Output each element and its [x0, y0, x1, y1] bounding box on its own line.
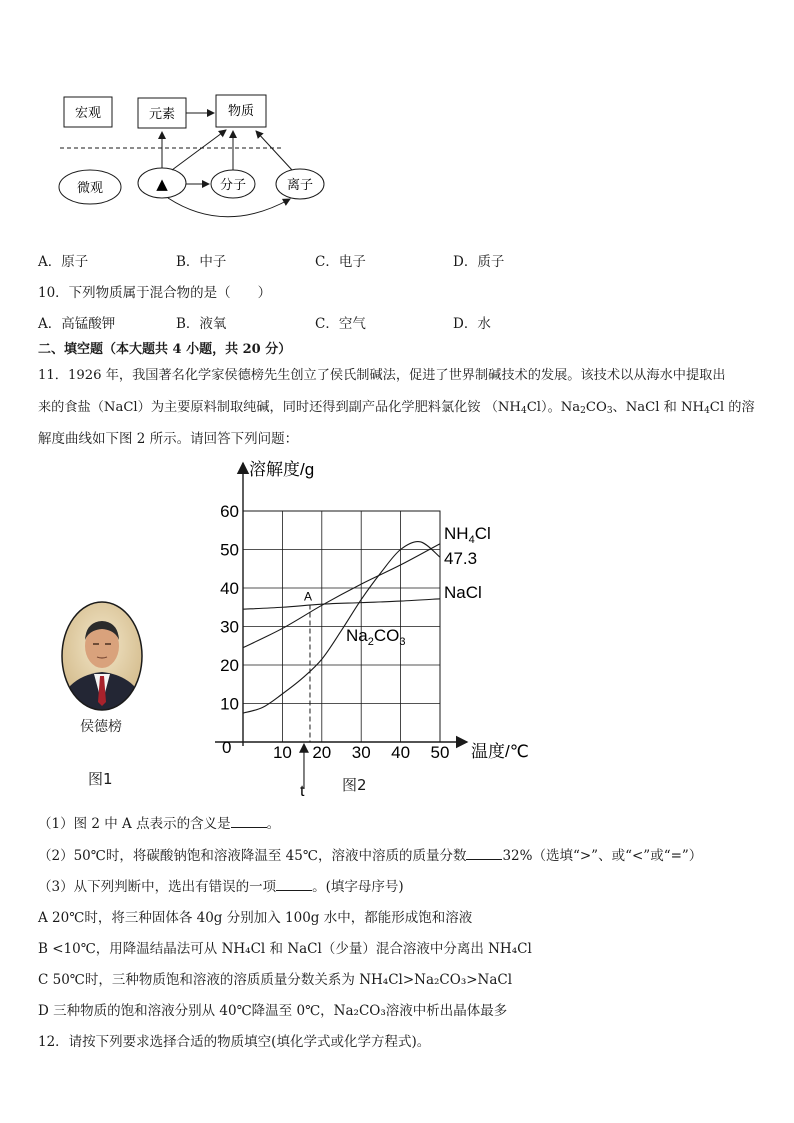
- value-annotation: 47.3: [444, 549, 478, 568]
- point-a-label: A: [303, 589, 312, 604]
- y-tick-label: 20: [220, 656, 239, 675]
- q11-line-2-part: 、NaCl 和 NH: [612, 400, 705, 415]
- solubility-chart: [205, 455, 545, 800]
- series-label-na2co3: $Na_2CO_3$: [346, 626, 406, 648]
- x-tick-label: 30: [351, 743, 371, 762]
- unknown-to-ion-arrow: [168, 198, 290, 217]
- substance-label: 物质: [227, 104, 255, 119]
- y-tick-label: 10: [220, 694, 239, 714]
- x-tick-label: 40: [391, 743, 411, 762]
- q11-sub2-text: 32%（选填“>”、或“<”或“=”）: [502, 848, 703, 864]
- series-line-nh4cl: [243, 544, 440, 648]
- x-tick-label: 50: [430, 743, 450, 762]
- q11-option-d: D 三种物质的饱和溶液分别从 40℃降温至 0℃，Na₂CO₃溶液中析出晶体最多: [38, 1003, 508, 1019]
- portrait-caption: 侯德榜: [80, 719, 122, 735]
- q11-sub3-text: （3）从下列判断中，选出有错误的一项: [38, 879, 277, 895]
- ion-to-substance-arrow: [256, 131, 292, 170]
- q12-stem: 12．请按下列要求选择合适的物质填空(填化学式或化学方程式)。: [38, 1034, 431, 1050]
- macro-label: 宏观: [74, 106, 102, 121]
- q11-line-2-part: Cl 的溶: [709, 400, 755, 415]
- q10-stem: 10．下列物质属于混合物的是（ ）: [38, 285, 272, 301]
- y-tick-label: 60: [220, 502, 239, 521]
- figure-1-label: 图1: [88, 770, 113, 788]
- figure-2-label: 图2: [342, 776, 367, 794]
- q11-sub3-text: 。(填字母序号): [312, 879, 404, 895]
- chart-ticks: [220, 502, 449, 762]
- series-line-nacl: [243, 599, 440, 609]
- q11-sub1-text: （1）图 2 中 A 点表示的含义是: [38, 816, 231, 832]
- answer-blank[interactable]: [276, 878, 312, 891]
- x-tick-label: 10: [272, 743, 292, 762]
- x-tick-label: 20: [312, 743, 332, 762]
- q11-sub2-text: （2）50℃时，将碳酸钠饱和溶液降温至 45℃，溶液中溶质的质量分数: [38, 848, 467, 864]
- q11-line-2-part: Cl）。Na: [526, 400, 581, 415]
- y-axis-label: 溶解度/g: [249, 460, 315, 479]
- q11-sub3: [38, 875, 404, 895]
- triangle-icon: ▲: [156, 175, 168, 193]
- q10-option-c: C．空气: [315, 316, 366, 332]
- micro-label: 微观: [76, 181, 104, 196]
- q9-option-c: C．电子: [315, 254, 366, 270]
- q11-option-a: A 20℃时，将三种固体各 40g 分别加入 100g 水中，都能形成饱和溶液: [38, 910, 473, 926]
- element-label: 元素: [148, 107, 176, 122]
- q10-option-d: D．水: [453, 316, 491, 332]
- q11-sub1-end: 。: [266, 816, 281, 832]
- origin-label: 0: [222, 738, 232, 757]
- q11-line-2-part: CO: [585, 400, 607, 415]
- x-axis-label: 温度/℃: [471, 742, 529, 761]
- series-line-na2co3: [243, 542, 440, 714]
- series-label-nacl: NaCl: [444, 583, 482, 602]
- q11-option-c: C 50℃时，三种物质饱和溶液的溶质质量分数关系为 NH₄Cl>Na₂CO₃>NaCl: [38, 972, 513, 988]
- q11-option-b: B <10℃，用降温结晶法可从 NH₄Cl 和 NaCl（少量）混合溶液中分离出 NH₄Cl: [38, 941, 532, 957]
- q11-line-2-part: 来的食盐（NaCl）为主要原料制取纯碱，同时还得到副产品化学肥料氯化铵 （NH: [38, 400, 521, 415]
- q11-line-2: 来的食盐（NaCl）为主要原料制取纯碱，同时还得到副产品化学肥料氯化铵 $(NH_4Cl)$。$Na_2CO_3$、NaCl 和 $NH_4Cl$ 的溶: [38, 400, 755, 416]
- q11-sub2: [38, 844, 702, 864]
- answer-blank[interactable]: [466, 847, 502, 860]
- portrait-image: [60, 600, 144, 712]
- molecule-label: 分子: [219, 178, 247, 193]
- q10-option-b: B．液氧: [176, 316, 227, 332]
- q11-sub1: [38, 812, 280, 832]
- ion-label: 离子: [286, 178, 314, 193]
- answer-blank[interactable]: [231, 815, 267, 828]
- series-label-nh4cl: $NH_4Cl$: [444, 524, 491, 546]
- q9-option-a: A．原子: [38, 254, 89, 270]
- y-tick-label: 50: [220, 540, 239, 560]
- t-label: t: [299, 783, 305, 800]
- chart-grid: [243, 511, 440, 742]
- q10-option-a: A．高锰酸钾: [38, 316, 116, 332]
- q11-line-1: 11．1926 年，我国著名化学家侯德榜先生创立了侯氏制碱法，促进了世界制碱技术的发展。该技术以从海水中提取出: [38, 368, 726, 383]
- q9-option-b: B．中子: [176, 254, 227, 270]
- unknown-to-substance-arrow: [172, 130, 226, 170]
- q11-line-3: 解度曲线如下图 2 所示。请回答下列问题：: [38, 431, 299, 447]
- section-heading: 二、填空题（本大题共 4 小题，共 20 分）: [38, 342, 292, 357]
- q9-option-d: D．质子: [453, 254, 505, 270]
- concept-diagram: [50, 85, 330, 235]
- y-tick-label: 30: [220, 617, 239, 637]
- y-tick-label: 40: [220, 579, 239, 598]
